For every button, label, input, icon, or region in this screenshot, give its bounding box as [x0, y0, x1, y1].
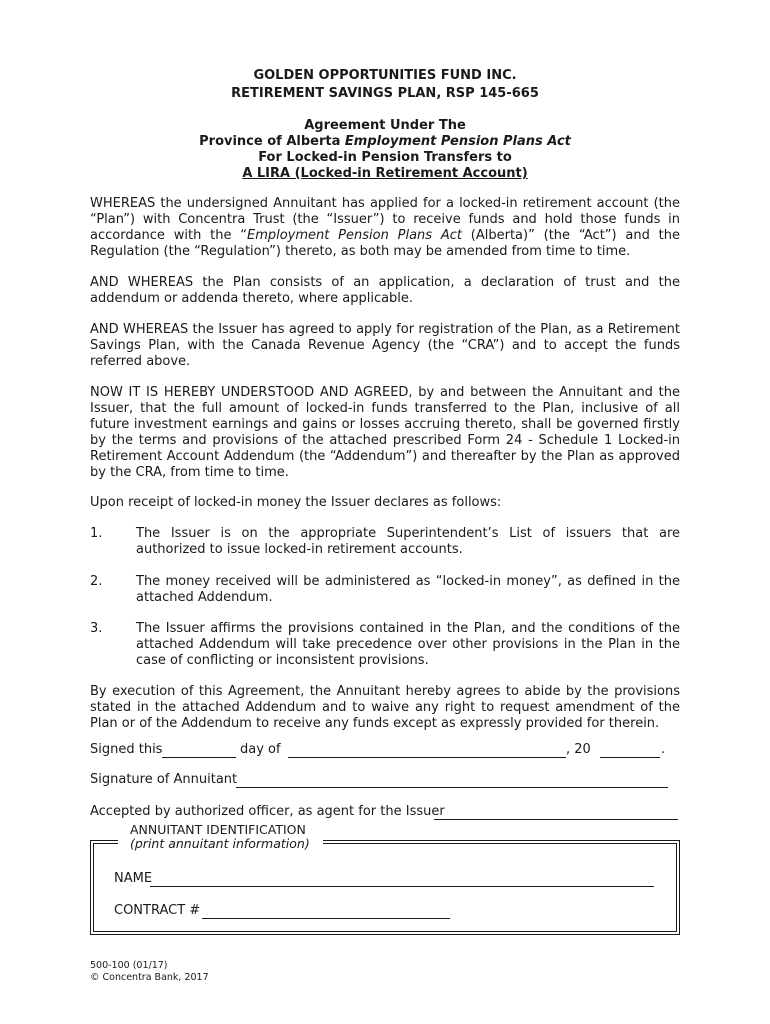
day-of-label: day of [240, 742, 281, 757]
signed-period: . [661, 742, 666, 757]
agreement-transfer-line: For Locked-in Pension Transfers to [258, 150, 512, 165]
agreement-act-line: Province of Alberta Employment Pension Plans Act [199, 134, 571, 149]
identification-title: ANNUITANT IDENTIFICATION [130, 822, 306, 837]
year-prefix-label: , 20 [566, 742, 591, 757]
accepted-by-label: Accepted by authorized officer, as agent for the Issuer [90, 804, 445, 819]
whereas-paragraph-2: AND WHEREAS the Plan consists of an application, a declaration of trust and the addendum or addenda thereto, where applicable. [90, 275, 680, 306]
contract-label: CONTRACT # [114, 903, 201, 918]
signed-year-field[interactable] [600, 757, 660, 758]
copyright-notice: © Concentra Bank, 2017 [90, 972, 209, 983]
whereas-paragraph-1: WHEREAS the undersigned Annuitant has applied for a locked-in retirement account (the “Plan”) with Concentra Trust (the “Issuer”) to receive funds and hold those funds in accordance with the “Employment Pension Plans Act (Alberta)” (the “Act”) and the Regulation (the “Regulation”) thereto, as both may be amended from time to time. [90, 196, 680, 259]
item-text: The money received will be administered as “locked-in money”, as defined in the attached Addendum. [136, 574, 680, 605]
contract-number-field[interactable] [202, 918, 450, 919]
item-text: The Issuer is on the appropriate Superintendent’s List of issuers that are authorized to issue locked-in retirement accounts. [136, 526, 680, 557]
annuitant-signature-field[interactable] [236, 787, 668, 788]
signed-this-label: Signed this [90, 742, 163, 757]
signed-day-field[interactable] [162, 757, 236, 758]
agreement-title: Agreement Under The [304, 118, 466, 133]
signed-month-field[interactable] [288, 757, 566, 758]
declaration-intro: Upon receipt of locked-in money the Issuer declares as follows: [90, 495, 502, 510]
item-number: 3. [90, 621, 103, 636]
form-number: 500-100 (01/17) [90, 960, 168, 971]
agreement-lira-line: A LIRA (Locked-in Retirement Account) [242, 166, 528, 181]
item-number: 1. [90, 526, 103, 541]
whereas-paragraph-3: AND WHEREAS the Issuer has agreed to apply for registration of the Plan, as a Retirement Savings Plan, with the Canada Revenue Agency (the “CRA”) and to accept the funds referred above. [90, 322, 680, 369]
officer-signature-field[interactable] [434, 819, 678, 820]
name-label: NAME [114, 871, 153, 886]
signature-label: Signature of Annuitant [90, 772, 238, 787]
fund-name: GOLDEN OPPORTUNITIES FUND INC. [253, 68, 517, 83]
identification-subtitle: (print annuitant information) [130, 836, 310, 851]
agreement-paragraph: NOW IT IS HEREBY UNDERSTOOD AND AGREED, by and between the Annuitant and the Issuer, that the full amount of locked-in funds transferred to the Plan, inclusive of all future investment earnings and gains or losses accruing thereto, shall be governed firstly by the terms and provisions of the attached prescribed Form 24 - Schedule 1 Locked-in Retirement Account Addendum (the “Addendum”) and thereafter by the Plan as approved by the CRA, from time to time. [90, 385, 680, 480]
item-text: The Issuer affirms the provisions contained in the Plan, and the conditions of the attached Addendum will take precedence over other provisions in the Plan in the case of conflicting or inconsistent provisions. [136, 621, 680, 668]
name-field[interactable] [150, 886, 654, 887]
plan-name: RETIREMENT SAVINGS PLAN, RSP 145-665 [231, 86, 539, 101]
item-number: 2. [90, 574, 103, 589]
execution-paragraph: By execution of this Agreement, the Annuitant hereby agrees to abide by the provisions stated in the attached Addendum and to waive any right to request amendment of the Plan or of the Addendum to receive any funds except as expressly provided for therein. [90, 684, 680, 731]
